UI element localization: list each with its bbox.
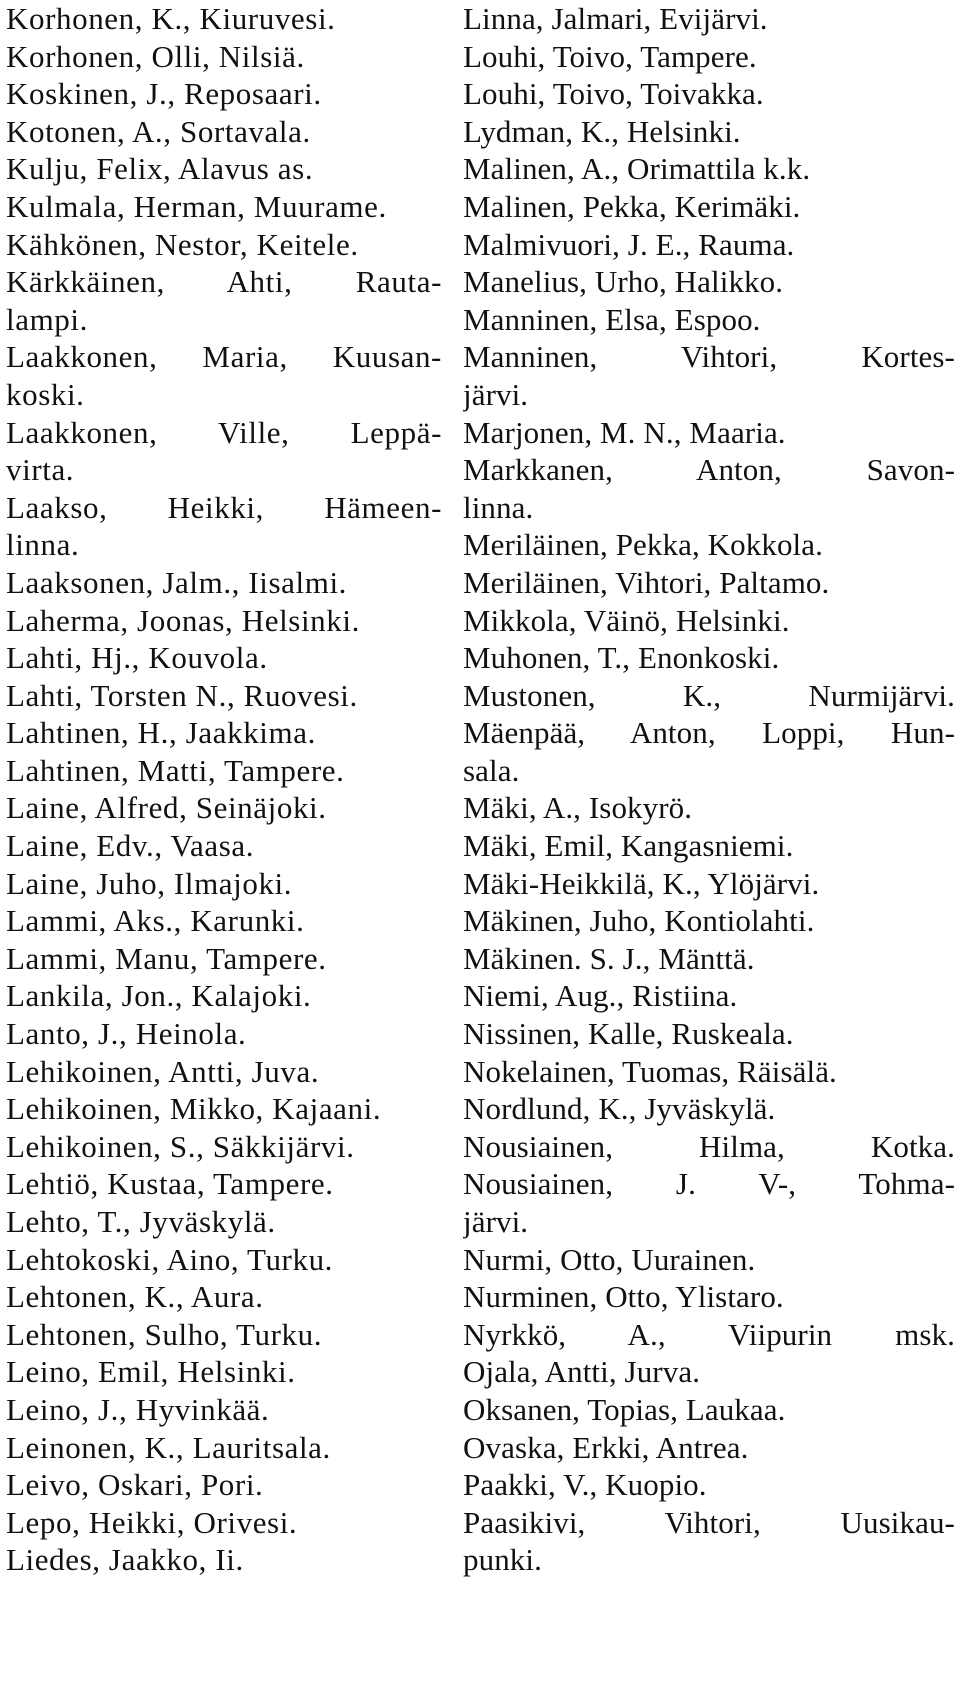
list-item: Lehtiö, Kustaa, Tampere. [6, 1166, 334, 1202]
list-item: Louhi, Toivo, Tampere. [463, 38, 757, 74]
list-item: Koskinen, J., Reposaari. [6, 76, 322, 112]
list-item: Nousiainen, Hilma, Kotka. [463, 1128, 955, 1164]
list-item: linna. [6, 527, 80, 563]
list-item: Manninen, Vihtori, Kortes- [463, 339, 955, 375]
list-item: Lehtonen, Sulho, Turku. [6, 1316, 323, 1352]
list-item: Laine, Juho, Ilmajoki. [6, 865, 293, 901]
list-item: järvi. [463, 376, 529, 412]
list-item: Lehto, T., Jyväskylä. [6, 1204, 276, 1239]
list-item: Manelius, Urho, Halikko. [463, 264, 784, 300]
list-item: Laine, Edv., Vaasa. [6, 828, 255, 864]
list-item: Nyrkkö, A., Viipurin msk. [463, 1316, 955, 1352]
list-item: Laakkonen, Ville, Leppä- [6, 414, 442, 450]
list-item: Nousiainen, J. V-, Tohma- [463, 1166, 955, 1202]
list-item: Nordlund, K., Jyväskylä. [463, 1091, 776, 1127]
list-item: Liedes, Jaakko, Ii. [6, 1542, 244, 1578]
list-item: Laakkonen, Maria, Kuusan- [6, 339, 442, 375]
list-item: Nokelainen, Tuomas, Räisälä. [463, 1053, 837, 1089]
list-item: Lehikoinen, Mikko, Kajaani. [6, 1091, 382, 1127]
list-item: Marjonen, M. N., Maaria. [463, 414, 786, 450]
list-item: Ojala, Antti, Jurva. [463, 1354, 701, 1390]
list-item: Lehikoinen, S., Säkkijärvi. [6, 1128, 355, 1164]
list-item: Kulmala, Herman, Muurame. [6, 188, 387, 224]
list-item: linna. [463, 489, 534, 525]
list-item: Leinonen, K., Lauritsala. [6, 1429, 331, 1465]
list-item: Malmivuori, J. E., Rauma. [463, 226, 795, 262]
list-item: Laakso, Heikki, Hämeen- [6, 489, 442, 525]
list-item: sala. [463, 752, 520, 788]
list-item: Nurminen, Otto, Ylistaro. [463, 1279, 784, 1315]
list-item: Meriläinen, Pekka, Kokkola. [463, 527, 823, 563]
list-item: Lahti, Hj., Kouvola. [6, 640, 268, 676]
list-item: Lahtinen, Matti, Tampere. [6, 752, 345, 788]
list-item: Malinen, A., Orimattila k.k. [463, 151, 811, 187]
list-item: Lahti, Torsten N., Ruovesi. [6, 677, 358, 713]
list-item: Lanto, J., Heinola. [6, 1016, 247, 1052]
list-item: Mäki, A., Isokyrö. [463, 790, 693, 826]
list-item: Leino, J., Hyvinkää. [6, 1391, 270, 1427]
list-item: Nurmi, Otto, Uurainen. [463, 1241, 756, 1277]
left-column [6, 0, 442, 1579]
list-item: Lammi, Manu, Tampere. [6, 940, 327, 976]
list-item: Lehikoinen, Antti, Juva. [6, 1053, 320, 1089]
list-item: Laaksonen, Jalm., Iisalmi. [6, 564, 348, 600]
list-item: Leino, Emil, Helsinki. [6, 1354, 296, 1390]
list-item: Linna, Jalmari, Evijärvi. [463, 1, 768, 36]
list-item: Lammi, Aks., Karunki. [6, 903, 305, 939]
list-item: Lankila, Jon., Kalajoki. [6, 978, 312, 1014]
list-item: Louhi, Toivo, Toivakka. [463, 76, 764, 112]
list-item: Leivo, Oskari, Pori. [6, 1467, 264, 1503]
list-item: Nissinen, Kalle, Ruskeala. [463, 1016, 794, 1052]
list-item: Mäkinen. S. J., Mänttä. [463, 940, 755, 976]
list-item: Lahtinen, H., Jaakkima. [6, 715, 316, 751]
list-item: Oksanen, Topias, Laukaa. [463, 1391, 786, 1427]
list-item: Ovaska, Erkki, Antrea. [463, 1429, 749, 1465]
list-item: virta. [6, 452, 75, 488]
list-item: Markkanen, Anton, Savon- [463, 452, 955, 488]
list-item: Kotonen, A., Sortavala. [6, 113, 311, 149]
list-item: Mäki, Emil, Kangasniemi. [463, 828, 794, 864]
list-item: Niemi, Aug., Ristiina. [463, 978, 738, 1014]
list-item: koski. [6, 376, 85, 412]
list-item: Lepo, Heikki, Orivesi. [6, 1504, 298, 1540]
list-item: Kärkkäinen, Ahti, Rauta- [6, 264, 442, 300]
list-item: Korhonen, K., Kiuruvesi. [6, 1, 336, 36]
list-item: Mäenpää, Anton, Loppi, Hun- [463, 715, 955, 751]
list-item: punki. [463, 1542, 542, 1578]
list-item: Laine, Alfred, Seinäjoki. [6, 790, 327, 826]
list-item: järvi. [463, 1204, 529, 1239]
list-item: Korhonen, Olli, Nilsiä. [6, 38, 305, 74]
list-item: Manninen, Elsa, Espoo. [463, 301, 761, 337]
list-item: Mustonen, K., Nurmijärvi. [463, 677, 955, 713]
list-item: Kähkönen, Nestor, Keitele. [6, 226, 359, 262]
right-column [463, 0, 955, 1579]
list-item: Lehtonen, K., Aura. [6, 1279, 264, 1315]
list-item: Paakki, V., Kuopio. [463, 1467, 707, 1503]
list-item: Malinen, Pekka, Kerimäki. [463, 188, 801, 224]
list-item: Paasikivi, Vihtori, Uusikau- [463, 1504, 955, 1540]
list-item: lampi. [6, 301, 88, 337]
list-item: Mikkola, Väinö, Helsinki. [463, 602, 790, 638]
list-item: Laherma, Joonas, Helsinki. [6, 602, 360, 638]
list-item: Muhonen, T., Enonkoski. [463, 640, 780, 676]
list-item: Meriläinen, Vihtori, Paltamo. [463, 564, 830, 600]
list-item: Mäki-Heikkilä, K., Ylöjärvi. [463, 865, 820, 901]
list-item: Kulju, Felix, Alavus as. [6, 151, 314, 187]
list-item: Lehtokoski, Aino, Turku. [6, 1241, 334, 1277]
list-item: Lydman, K., Helsinki. [463, 113, 741, 149]
list-item: Mäkinen, Juho, Kontiolahti. [463, 903, 815, 939]
